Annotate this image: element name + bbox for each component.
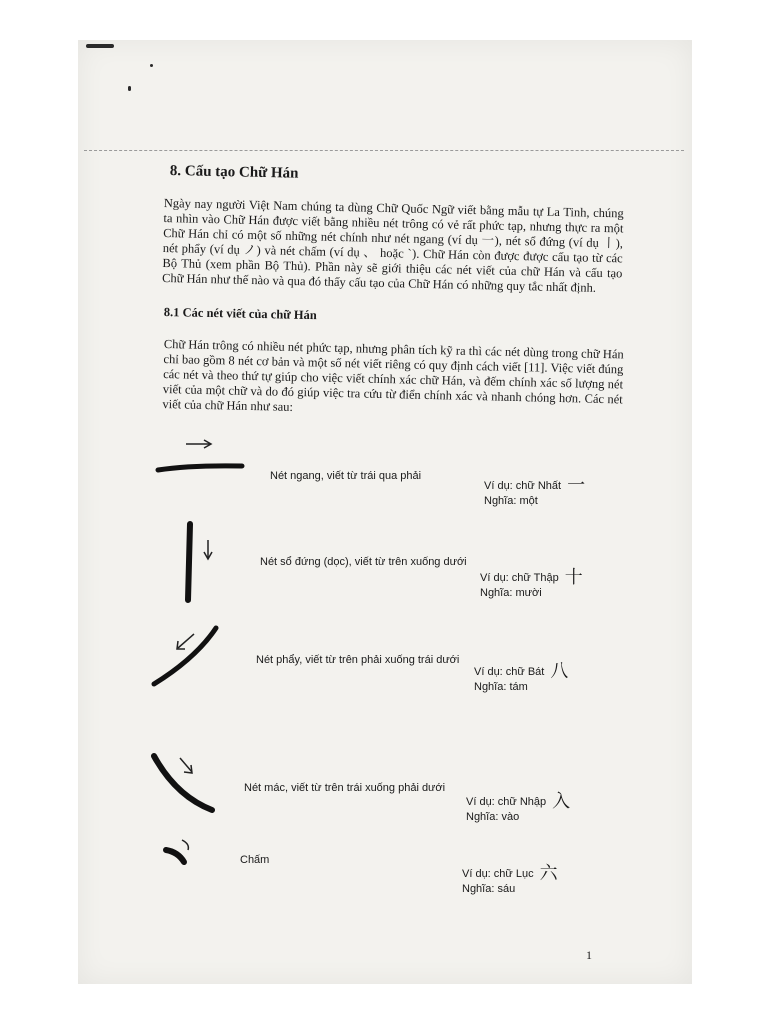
horizontal-stroke-icon [150, 432, 250, 482]
right-falling-stroke-icon [146, 748, 226, 818]
stroke-example-left-falling [474, 661, 569, 695]
subsection-heading: 8.1 Các nét viết của chữ Hán [163, 305, 317, 323]
stroke-desc-horizontal: Nét ngang, viết từ trái qua phải [270, 470, 422, 482]
example-meaning: Nghĩa: một [484, 495, 538, 507]
example-meaning: Nghĩa: mười [480, 587, 542, 599]
example-meaning: Nghĩa: sáu [462, 883, 516, 895]
page-top-rule [84, 150, 684, 151]
left-falling-stroke-icon [148, 622, 228, 692]
example-label: Ví dụ: chữ Nhập [466, 796, 547, 808]
stroke-example-right-falling [466, 791, 571, 825]
scan-smudge [86, 44, 114, 48]
dot-stroke-icon [160, 836, 210, 870]
example-label: Ví dụ: chữ Thập [480, 572, 559, 584]
section-heading: 8. Cấu tạo Chữ Hán [169, 163, 299, 182]
example-label: Ví dụ: chữ Nhất [484, 480, 562, 492]
vertical-stroke-icon [170, 518, 230, 608]
page-number: 1 [586, 948, 592, 962]
example-char: 入 [552, 791, 571, 812]
stroke-desc-right-falling: Nét mác, viết từ trên trái xuống phải dưới [244, 782, 446, 794]
stroke-desc-dot: Chấm [240, 854, 270, 866]
scan-smudge [150, 64, 153, 67]
stroke-example-vertical [480, 567, 583, 601]
scan-smudge [128, 86, 131, 91]
stroke-example-dot [462, 863, 558, 897]
stroke-desc-vertical: Nét sổ đứng (dọc), viết từ trên xuống dưới [260, 556, 467, 568]
example-meaning: Nghĩa: tám [474, 681, 528, 693]
stroke-example-horizontal [484, 475, 586, 509]
intro-paragraph: Ngày nay người Việt Nam chúng ta dùng Chữ Quốc Ngữ viết bằng mẫu tự La Tinh, chúng ta nhìn vào Chữ Hán được viết bằng nhiều nét trông có vẻ rất phức tạp, nhưng thực ra một Chữ Hán chỉ có một số những nét chính như nét ngang (ví dụ 一), nét sổ đứng (ví dụ 丨), nét phẩy (ví dụ ノ) và nét chấm (ví dụ 、 hoặc ˋ). Chữ Hán còn được được cấu tạo từ các Bộ Thủ (xem phần Bộ Thủ). Phần này sẽ giới thiệu các nét viết của chữ Hán và cấu tạo Chữ Hán như thế nào và qua đó thấy cấu tạo của Chữ Hán có những quy tắc nhất định. [161, 196, 624, 295]
stroke-desc-left-falling: Nét phẩy, viết từ trên phải xuống trái dưới [256, 654, 460, 666]
example-char: 一 [567, 475, 586, 496]
example-char: 六 [539, 863, 558, 884]
example-meaning: Nghĩa: vào [466, 811, 520, 823]
example-label: Ví dụ: chữ Bát [474, 666, 545, 678]
body-paragraph: Chữ Hán trông có nhiều nét phức tạp, nhưng phân tích kỹ ra thì các nét dùng trong chữ Hán chỉ bao gồm 8 nét cơ bản và một số nét viết riêng có quy định cách viết [11]. Việc viết đúng các nét và theo thứ tự giúp cho việc viết chính xác chữ Hán, và đếm chính xác số lượng nét viết của một chữ và do đó giúp việc tra cứu từ điển chính xác và nhanh chóng hơn. Các nét viết của chữ Hán như sau: [162, 337, 624, 414]
example-label: Ví dụ: chữ Lục [462, 868, 534, 880]
example-char: 十 [564, 567, 583, 588]
example-char: 八 [550, 661, 569, 682]
